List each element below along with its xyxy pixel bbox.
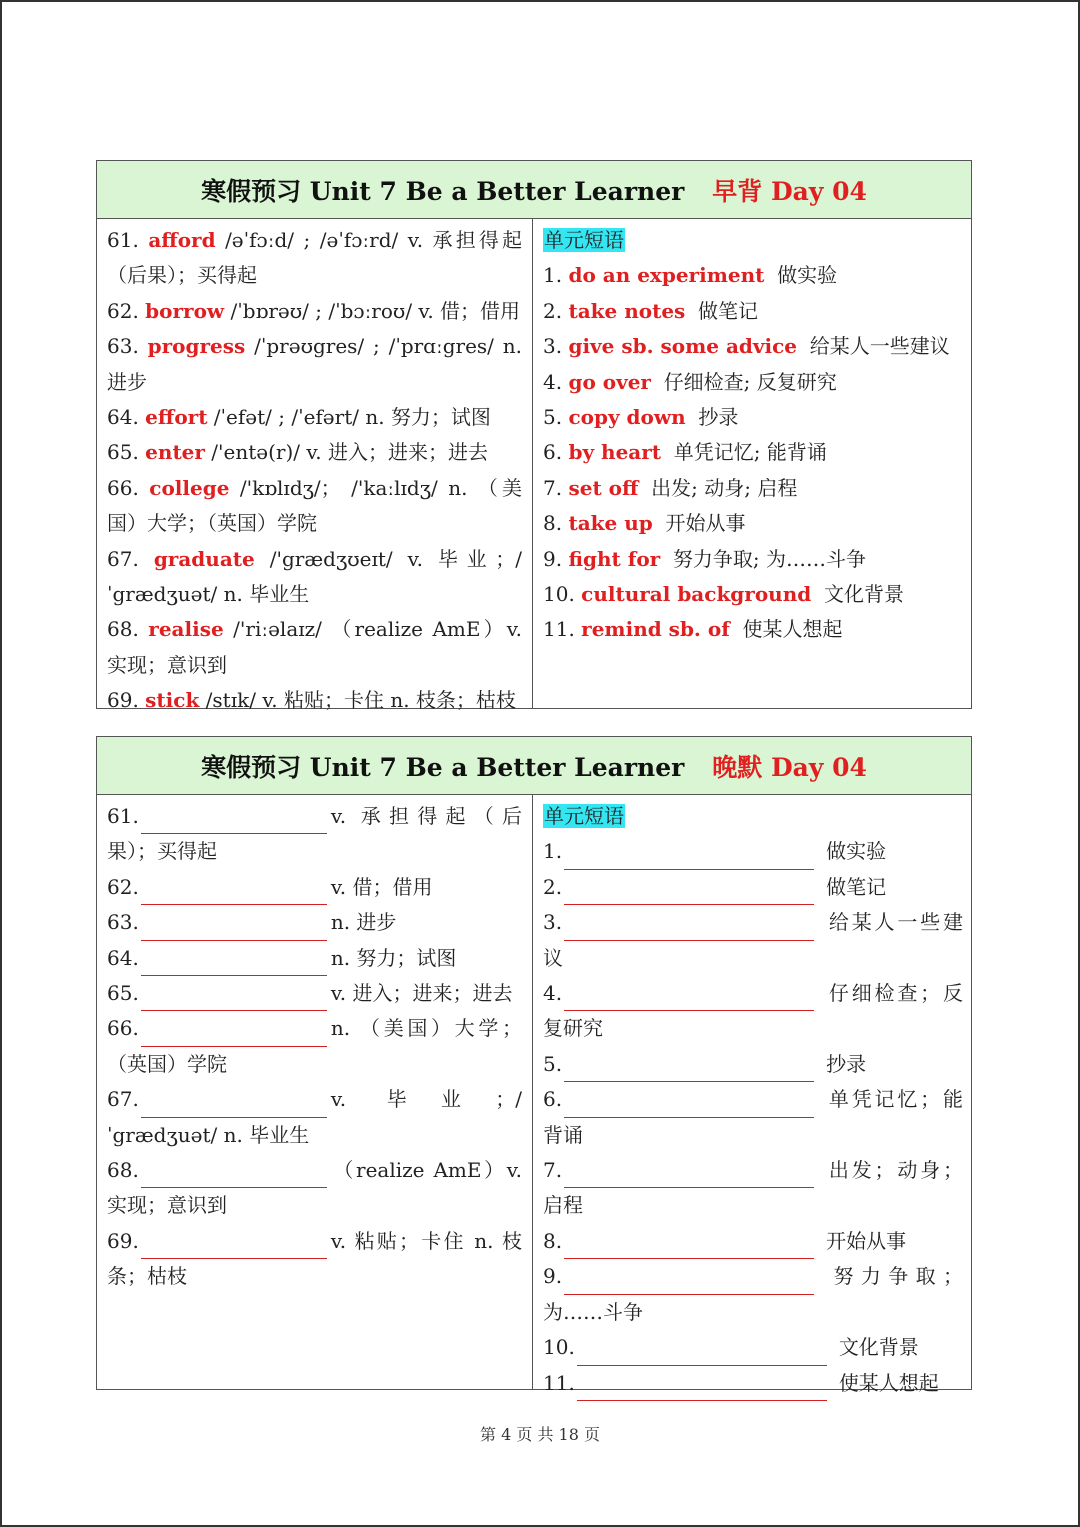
phrase-chinese: 开始从事 <box>826 1228 907 1253</box>
dictation-phrase-entry <box>543 1224 963 1259</box>
entry-number: 64. <box>107 945 139 970</box>
phrase-english: give sb. some advice <box>568 334 798 359</box>
morning-card-title: 寒假预习 Unit 7 Be a Better Learner <box>201 176 685 206</box>
phrase-chinese: 仔细检查；反复研究 <box>543 981 963 1041</box>
dictation-phrase-entry <box>543 1259 963 1330</box>
entry-number: 68. <box>107 1158 139 1183</box>
answer-blank[interactable] <box>141 918 327 941</box>
dictation-phrase-entry <box>543 1153 963 1224</box>
dictation-phrase-entry <box>543 905 963 976</box>
answer-blank[interactable] <box>141 811 327 834</box>
answer-blank[interactable] <box>577 1343 827 1366</box>
entry-number: 5. <box>543 1051 563 1076</box>
phrase-chinese: 给某人一些建议 <box>543 910 963 970</box>
dictation-phrase-entry <box>543 1047 963 1082</box>
entry-number: 67. <box>107 546 154 571</box>
answer-blank[interactable] <box>564 1165 814 1188</box>
phrase-entry <box>543 258 963 293</box>
dictation-phrase-entry <box>543 834 963 869</box>
entry-number: 69. <box>107 688 146 713</box>
dictation-phrase-entry <box>543 976 963 1047</box>
answer-blank[interactable] <box>141 1165 327 1188</box>
entry-number: 69. <box>107 1228 139 1253</box>
vocab-word: progress <box>147 334 246 359</box>
phrase-entry <box>543 365 963 400</box>
vocab-word: borrow <box>145 298 225 323</box>
phrase-entry <box>543 435 963 470</box>
phrase-chinese: 做笔记 <box>698 298 759 323</box>
entry-number: 67. <box>107 1087 139 1112</box>
dictation-phrase-entry <box>543 1330 963 1365</box>
answer-blank[interactable] <box>141 953 327 976</box>
answer-blank[interactable] <box>141 1236 327 1259</box>
phrase-chinese: 使某人想起 <box>838 1370 939 1395</box>
entry-number: 1. <box>543 839 563 864</box>
phrases-heading: 单元短语 <box>544 228 624 252</box>
entry-number: 3. <box>543 910 563 935</box>
phrase-entry <box>543 612 963 647</box>
answer-blank[interactable] <box>564 1095 814 1118</box>
vocab-entry <box>107 435 522 470</box>
entry-number: 65. <box>107 981 139 1006</box>
entry-number: 66. <box>107 475 150 500</box>
entry-number: 9. <box>543 1264 563 1289</box>
evening-card-title: 寒假预习 Unit 7 Be a Better Learner <box>201 752 685 782</box>
vocab-entry <box>107 683 522 718</box>
entry-number: 7. <box>543 1158 563 1183</box>
vocab-definition: /ˈprəʊgres/ ; /ˈprɑːgres/ n. 进步 <box>107 334 522 394</box>
phrase-english: copy down <box>568 405 686 430</box>
dictation-entry <box>107 870 522 905</box>
entry-number: 62. <box>107 874 139 899</box>
phrase-chinese: 单凭记忆；能背诵 <box>543 1087 963 1147</box>
entry-number: 66. <box>107 1016 139 1041</box>
phrase-chinese: 仔细检查; 反复研究 <box>663 369 837 394</box>
answer-blank[interactable] <box>564 882 814 905</box>
dictation-phrase-entry <box>543 1082 963 1153</box>
vocab-list <box>97 219 533 713</box>
dictation-entry <box>107 1153 522 1224</box>
dictation-entry <box>107 799 522 870</box>
phrase-english: by heart <box>568 440 662 465</box>
entry-number: 62. <box>107 298 146 323</box>
entry-number: 2. <box>543 298 569 323</box>
dictation-phrase-entry <box>543 870 963 905</box>
entry-number: 4. <box>543 981 563 1006</box>
phrases-heading: 单元短语 <box>544 804 624 828</box>
phrase-chinese: 努力争取；为……斗争 <box>543 1264 963 1324</box>
entry-number: 7. <box>543 475 569 500</box>
dictation-vocab-list <box>97 795 533 1389</box>
phrase-english: take up <box>568 511 653 536</box>
dictation-entry <box>107 1011 522 1082</box>
phrase-entry <box>543 506 963 541</box>
phrase-entry <box>543 329 963 364</box>
vocab-word: afford <box>148 228 216 252</box>
dictation-entry <box>107 1224 522 1295</box>
dictation-definition: v. 进入；进来；进去 <box>330 981 513 1006</box>
dictation-definition: n. （美国）大学；（英国）学院 <box>107 1016 522 1076</box>
dictation-definition: （realize AmE）v. 实现；意识到 <box>107 1158 522 1218</box>
phrase-chinese: 文化背景 <box>838 1335 919 1360</box>
answer-blank[interactable] <box>141 1095 327 1118</box>
entry-number: 63. <box>107 910 139 935</box>
dictation-definition: v. 粘贴；卡住 n. 枝条；枯枝 <box>107 1228 522 1289</box>
entry-number: 10. <box>543 1335 575 1360</box>
dictation-phrase-list <box>533 795 971 1395</box>
entry-number: 68. <box>107 617 149 642</box>
dictation-definition: n. 努力；试图 <box>330 945 457 970</box>
vocab-definition: /əˈfɔːd/ ; /əˈfɔːrd/ v. 承担得起（后果）；买得起 <box>107 228 522 288</box>
entry-number: 3. <box>543 334 569 359</box>
phrase-chinese: 使某人想起 <box>742 617 843 642</box>
morning-day-tag: 早背 Day 04 <box>712 176 867 206</box>
vocab-entry <box>107 471 522 542</box>
phrase-chinese: 做笔记 <box>826 874 887 899</box>
phrase-chinese: 出发; 动身; 启程 <box>651 475 798 500</box>
entry-number: 1. <box>543 263 569 288</box>
phrase-chinese: 做实验 <box>826 839 887 864</box>
vocab-word: college <box>149 475 230 500</box>
dictation-entry <box>107 1082 522 1153</box>
phrase-list <box>533 219 971 708</box>
dictation-entry <box>107 905 522 940</box>
evening-day-tag: 晚默 Day 04 <box>712 752 867 782</box>
answer-blank[interactable] <box>577 1378 827 1401</box>
entry-number: 63. <box>107 334 148 359</box>
answer-blank[interactable] <box>564 1272 814 1295</box>
entry-number: 2. <box>543 874 563 899</box>
phrase-entry <box>543 400 963 435</box>
phrase-english: fight for <box>568 546 661 571</box>
phrase-entry <box>543 471 963 506</box>
dictation-definition: v. 借；借用 <box>330 874 433 899</box>
vocab-word: stick <box>145 688 200 713</box>
answer-blank[interactable] <box>564 988 814 1011</box>
entry-number: 11. <box>543 1370 575 1395</box>
dictation-definition: v. 承担得起（后果）；买得起 <box>107 804 522 864</box>
evening-dictation-card <box>96 736 972 1395</box>
phrase-chinese: 抄录 <box>826 1051 867 1076</box>
entry-number: 8. <box>543 511 569 536</box>
phrase-chinese: 出发；动身；启程 <box>543 1158 963 1218</box>
phrase-chinese: 抄录 <box>698 405 739 430</box>
entry-number: 64. <box>107 405 146 430</box>
vocab-word: realise <box>148 617 224 642</box>
entry-number: 6. <box>543 1087 563 1112</box>
dictation-entry <box>107 941 522 976</box>
dictation-definition: v. 毕业；/ˈgrædʒuət/ n. 毕业生 <box>107 1087 522 1147</box>
vocab-definition: /stɪk/ v. 粘贴；卡住 n. 枝条；枯枝 <box>199 688 516 713</box>
answer-blank[interactable] <box>141 988 327 1011</box>
vocab-definition: /ˈefət/ ; /ˈefərt/ n. 努力；试图 <box>207 405 491 430</box>
answer-blank[interactable] <box>564 918 814 941</box>
phrase-entry <box>543 294 963 329</box>
vocab-definition: /'kɒlɪdʒ/； /'kaːlɪdʒ/ n. （美国）大学；（英国）学院 <box>107 475 522 536</box>
vocab-word: graduate <box>153 546 255 571</box>
dictation-definition: n. 进步 <box>330 910 397 935</box>
evening-card-header <box>97 737 971 795</box>
phrase-chinese: 开始从事 <box>665 511 746 536</box>
vocab-entry <box>107 400 522 435</box>
dictation-entry <box>107 976 522 1011</box>
entry-number: 65. <box>107 440 146 465</box>
entry-number: 61. <box>107 228 149 252</box>
phrase-english: take notes <box>568 298 686 323</box>
vocab-word: enter <box>145 440 205 465</box>
phrase-entry <box>543 542 963 577</box>
entry-number: 4. <box>543 369 569 394</box>
entry-number: 6. <box>543 440 569 465</box>
phrase-english: cultural background <box>581 582 812 607</box>
phrase-chinese: 努力争取; 为……斗争 <box>672 546 867 571</box>
vocab-definition: /'riːəlaɪz/ （realize AmE）v. 实现；意识到 <box>107 617 522 677</box>
answer-blank[interactable] <box>564 1059 814 1082</box>
vocab-definition: /'grædʒʊeɪt/ v. 毕业；/ˈgrædʒuət/ n. 毕业生 <box>107 546 522 607</box>
vocab-word: effort <box>145 405 208 430</box>
answer-blank[interactable] <box>141 1024 327 1047</box>
answer-blank[interactable] <box>564 847 814 870</box>
dictation-phrase-entry <box>543 1366 963 1401</box>
phrase-chinese: 给某人一些建议 <box>809 334 950 359</box>
entry-number: 11. <box>543 617 582 642</box>
entry-number: 10. <box>543 582 582 607</box>
vocab-definition: /ˈbɒrəʊ/ ; /ˈbɔːroʊ/ v. 借；借用 <box>224 298 521 323</box>
phrase-english: do an experiment <box>568 263 765 288</box>
vocab-entry <box>107 612 522 683</box>
page-footer: 第 4 页 共 18 页 <box>480 1425 600 1444</box>
answer-blank[interactable] <box>564 1236 814 1259</box>
vocab-entry <box>107 329 522 400</box>
phrase-english: set off <box>568 475 639 500</box>
vocab-entry <box>107 542 522 613</box>
phrase-english: remind sb. of <box>581 617 730 642</box>
phrase-chinese: 文化背景 <box>823 582 904 607</box>
answer-blank[interactable] <box>141 882 327 905</box>
vocab-definition: /'entə(r)/ v. 进入；进来；进去 <box>204 440 489 465</box>
morning-card-header <box>97 161 971 219</box>
phrase-english: go over <box>568 369 651 394</box>
entry-number: 61. <box>107 804 139 828</box>
phrase-chinese: 单凭记忆; 能背诵 <box>673 440 827 465</box>
entry-number: 8. <box>543 1228 563 1253</box>
entry-number: 5. <box>543 405 569 430</box>
morning-recitation-card <box>96 160 972 713</box>
phrase-entry <box>543 577 963 612</box>
vocab-entry <box>107 294 522 329</box>
entry-number: 9. <box>543 546 569 571</box>
phrase-chinese: 做实验 <box>777 263 838 288</box>
vocab-entry <box>107 223 522 294</box>
